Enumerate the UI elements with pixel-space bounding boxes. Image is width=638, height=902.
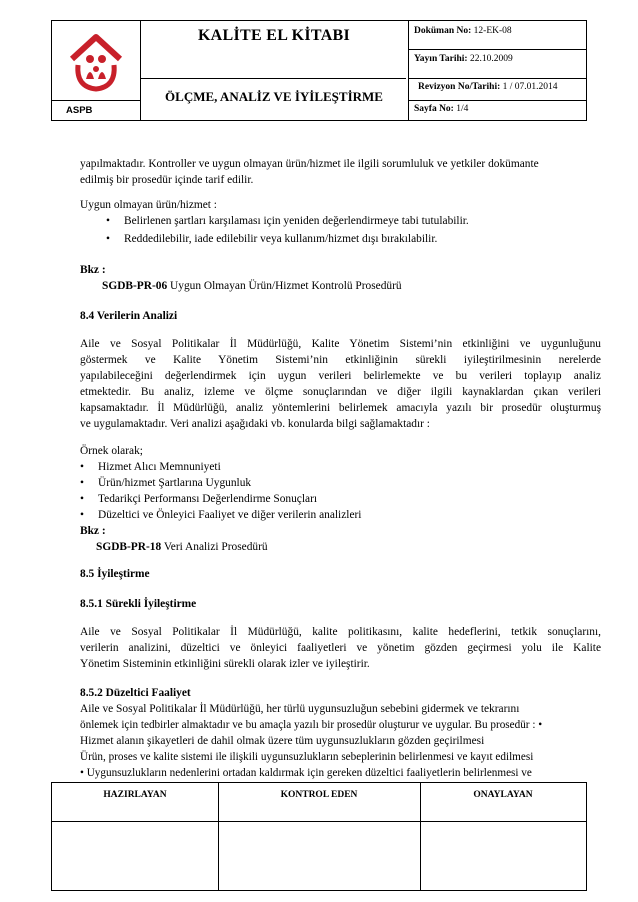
paragraph-line: Aile ve Sosyal Politikalar İl Müdürlüğü, her türlü uygunsuzluğun sebebini gidermek ve tekrarını [80,703,520,715]
paragraph-line: Aile ve Sosyal Politikalar İl Müdürlüğü, Kalite Yönetim Sistemi’nin etkinliğini ve uygunluğunu [80,338,601,350]
paragraph-line: • Uygunsuzlukların nedenlerini ortadan kaldırmak için gereken düzeltici faaliyetlerin belirlenmesi ve [80,767,532,779]
list-item: • Tedarikçi Performansı Değerlendirme Sonuçları [80,493,318,505]
list-item: • Belirlenen şartları karşılaması için yeniden değerlendirmeye tabi tutulabilir. [106,215,469,227]
paragraph-line: verilerin analizini, düzeltici ve önleyici faaliyetleri ve yönetim gözden geçirmesi yolu ile Kalite [80,642,601,654]
approved-by-header: ONAYLAYAN [473,790,533,800]
doc-number: Doküman No: 12-EK-08 [414,26,512,36]
paragraph-line: Yönetim Sisteminin etkinliğini sürekli olarak izler ve iyileştirir. [80,658,370,670]
document-header [51,20,587,121]
prepared-by-header: HAZIRLAYAN [103,790,167,800]
list-item: • Düzeltici ve Önleyici Faaliyet ve diğer verilerin analizleri [80,509,362,521]
paragraph-line: etmektedir. Bu analiz, izleme ve ölçme sonuçlarından ve diğer ilgili kaynaklardan çıkan verileri [80,386,601,398]
paragraph-line: Ürün, proses ve kalite sistemi ile ilişkili uygunsuzlukların sebeplerinin belirlenmesi ve kayıt edilmesi [80,751,534,763]
paragraph-line: göstermek ve Kalite Yönetim Sistemi’nin etkinliğinin sürekli iyileştirilmesinin nerelerde [80,354,601,366]
checked-by-header: KONTROL EDEN [280,790,358,800]
list-item: • Reddedilebilir, iade edilebilir veya kullanım/hizmet dışı bırakılabilir. [106,233,438,245]
reference-label: Bkz : [80,525,106,537]
paragraph-line: kapsamaktadır. İl Müdürlüğü, analiz yöntemlerini belirlemek amacıyla yazılı bir prosedür oluşturmuş [80,402,601,414]
paragraph-line: edilmiş bir prosedür içinde tarif edilir. [80,174,254,186]
bullet-icon: • [80,477,84,489]
paragraph-line: önlemek için tedbirler almaktadır ve bu amaçla yazılı bir prosedür oluşturur ve uygular. Bu prosedür : • [80,719,543,731]
subsection-heading: 8.5.2 Düzeltici Faaliyet [80,687,191,699]
reference-line: SGDB-PR-06 Uygun Olmayan Ürün/Hizmet Kontrolü Prosedürü [102,280,402,292]
bullet-icon: • [80,493,84,505]
paragraph-line: yapılmaktadır. Kontroller ve uygun olmayan ürün/hizmet ile ilgili sorumluluk ve yetkiler dokümante [80,158,539,170]
section-heading: 8.4 Verilerin Analizi [80,310,178,322]
bullet-icon: • [106,233,110,245]
reference-label: Bkz : [80,264,106,276]
approval-table [51,782,587,891]
publish-date: Yayın Tarihi: 22.10.2009 [414,54,513,64]
list-item: • Hizmet Alıcı Memnuniyeti [80,461,221,473]
reference-line: SGDB-PR-18 Veri Analizi Prosedürü [96,541,268,553]
org-label: ASPB [66,105,93,116]
subsection-heading: 8.5.1 Sürekli İyileştirme [80,598,197,610]
revision: Revizyon No/Tarihi: 1 / 07.01.2014 [418,82,558,92]
section-title: ÖLÇME, ANALİZ VE İYİLEŞTİRME [165,89,383,104]
page-number: Sayfa No: 1/4 [414,104,469,114]
list-item: • Ürün/hizmet Şartlarına Uygunluk [80,477,252,489]
section-heading: 8.5 İyileştirme [80,568,150,580]
paragraph-line: yapılabileceğini değerlendirmek için uygun verileri belirlemekte ve bu verileri toplayıp analiz [80,370,601,382]
bullet-icon: • [106,215,110,227]
paragraph-line: Hizmet alanın şikayetleri de dahil olmak üzere tüm uygunsuzlukların gözden geçirilmesi [80,735,485,747]
example-intro: Örnek olarak; [80,445,143,457]
paragraph-line: ve uygulamaktadır. Veri analizi aşağıdaki vb. konularda bilgi sağlamaktadır : [80,418,430,430]
paragraph-line: Aile ve Sosyal Politikalar İl Müdürlüğü, kalite politikasını, kalite hedeflerini, tetkik sonuçlarını, [80,626,601,638]
bullet-icon: • [80,461,84,473]
bullet-icon: • [80,509,84,521]
document-title: KALİTE EL KİTABI [197,27,351,44]
paragraph-intro: Uygun olmayan ürün/hizmet : [80,199,217,211]
aspb-logo-icon [66,29,126,95]
